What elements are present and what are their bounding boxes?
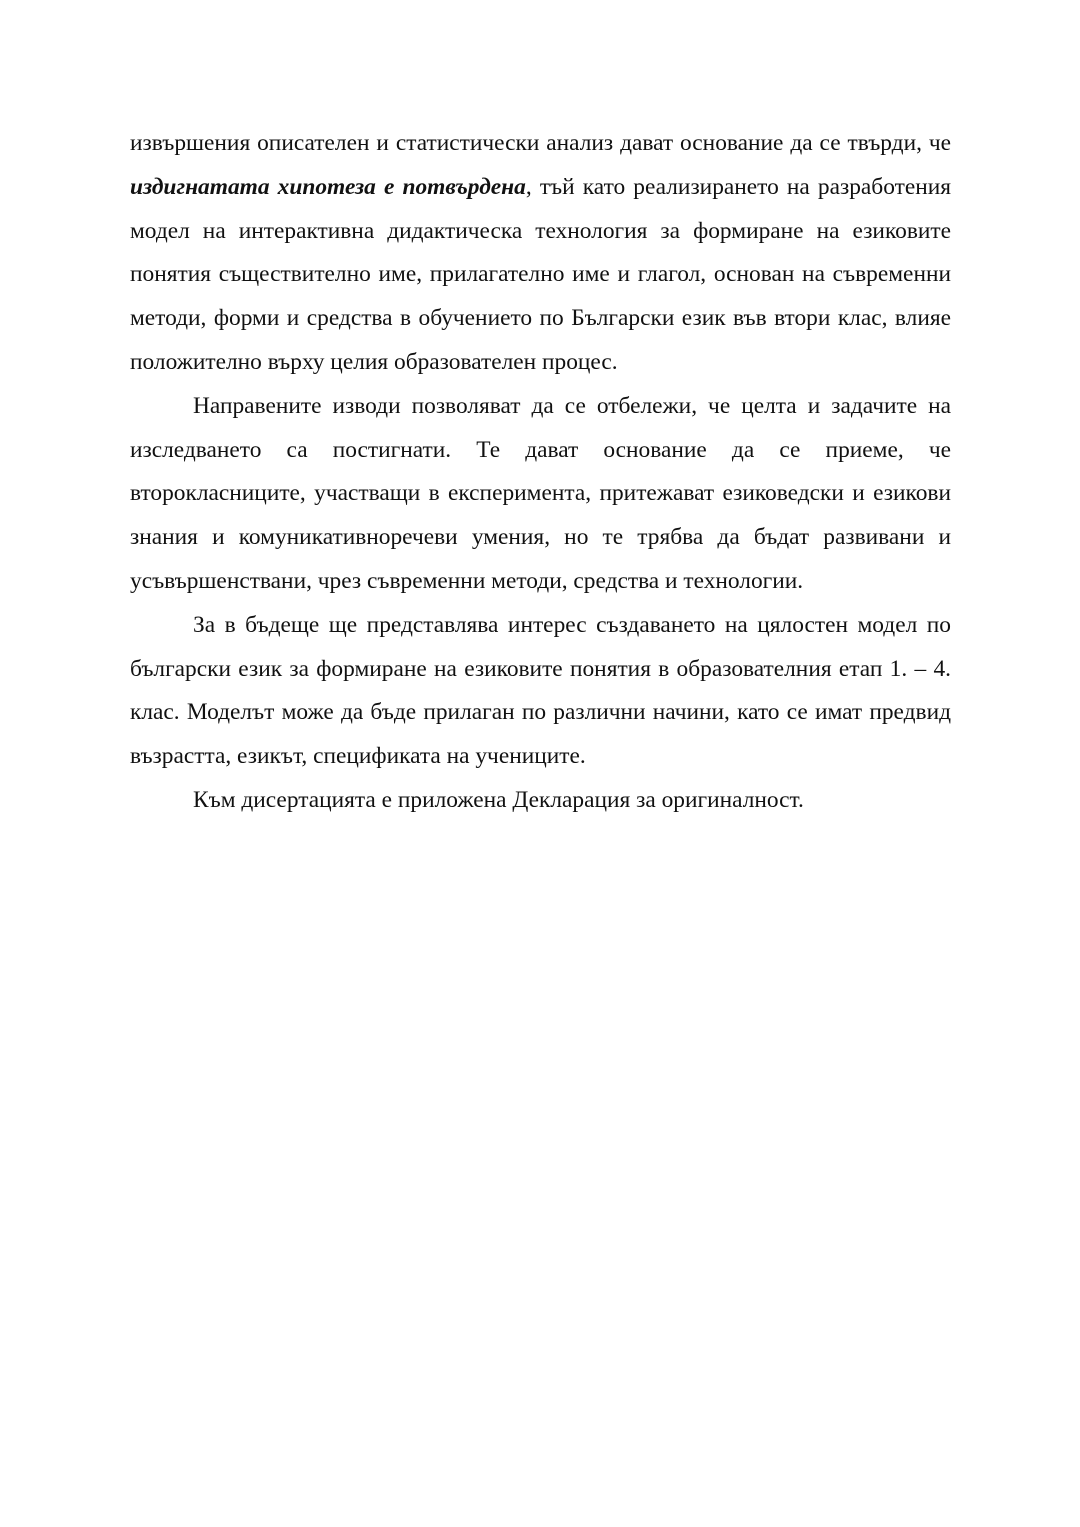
emphasized-phrase: издигнатата хипотеза е потвърдена (130, 173, 526, 200)
paragraph-declaration: Към дисертацията е приложена Декларация за оригиналност. (193, 786, 804, 813)
paragraph-conclusion-hypothesis (130, 122, 951, 385)
paragraph-goals-achieved: Направените изводи позволяват да се отбележи, че целта и задачите на изследването са постигнати. Те дават основание да се приеме, че второкласниците, участващи в експеримента, притежават езиковедски и езикови знания и комуникативноречеви умения, но те трябва да бъдат развивани и усъвършенствани, чрез съвременни методи, средства и технологии. (130, 392, 951, 594)
paragraph-future-work: За в бъдеще ще представлява интерес създаването на цялостен модел по български език за формиране на езиковите понятия в образователния етап 1. – 4. клас. Моделът може да бъде прилаган по различни начини, като се имат предвид възрастта, езикът, спецификата на учениците. (130, 611, 951, 770)
paragraph-text: , тъй като реализирането на разработения модел на интерактивна дидактическа технология за формиране на езиковите понятия съществително име, прилагателно име и глагол, основан на съвременни методи, форми и средства в обучението по Български език във втори клас, влияе положително върху целия образователен процес. (130, 173, 951, 375)
body-text (130, 122, 951, 823)
paragraph-text: извършения описателен и статистически анализ дават основание да се твърди, че (130, 130, 951, 156)
